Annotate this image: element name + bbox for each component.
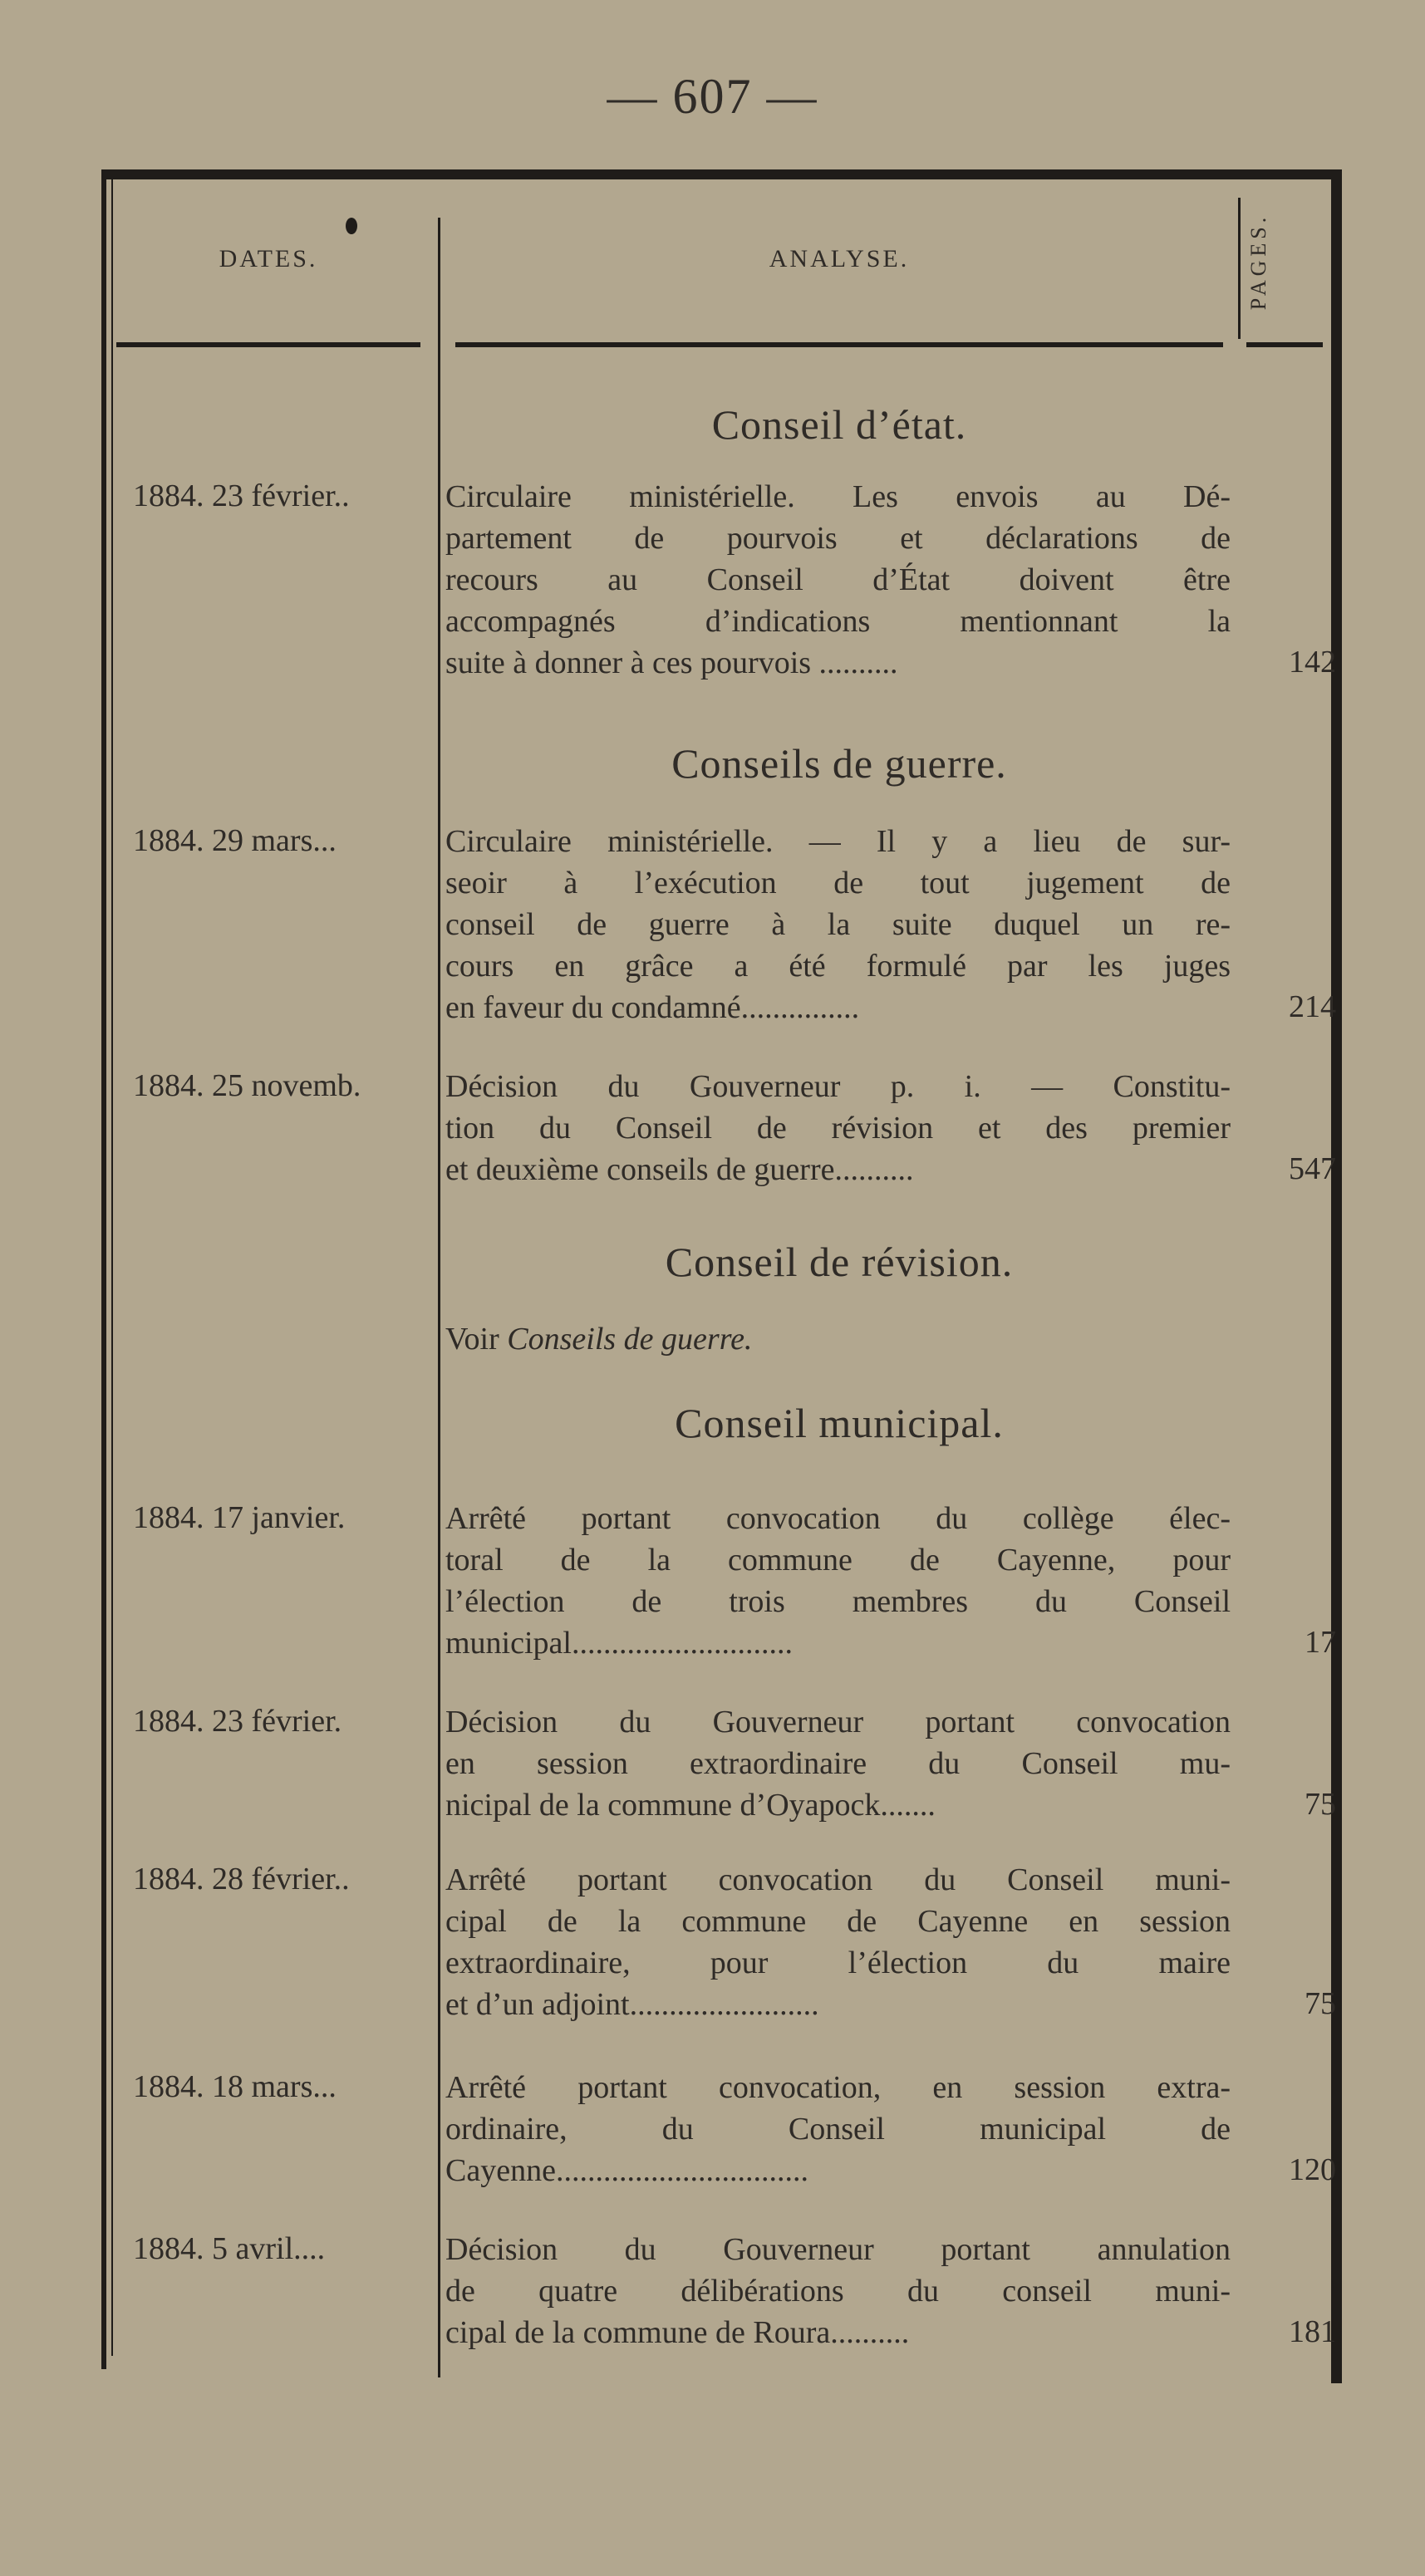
entry-date: 1884. 28 février..: [133, 1862, 350, 1896]
entry-text-line: tion du Conseil de révision et des premier: [445, 1111, 1231, 1146]
entry-date: 1884. 23 février.: [133, 1704, 342, 1739]
entry-date: 1884. 25 novemb.: [133, 1068, 361, 1103]
entry-text-line: seoir à l’exécution de tout jugement de: [445, 866, 1231, 900]
entry-text-line: extraordinaire, pour l’élection du maire: [445, 1945, 1231, 1980]
entry-text-line: municipal............................: [445, 1626, 793, 1661]
section-title: Conseil d’état.: [711, 401, 967, 448]
entry-page: 75: [1305, 1787, 1336, 1822]
entry-text-line: Circulaire ministérielle. Les envois au Dé-: [445, 479, 1231, 514]
entry-text-line: nicipal de la commune d’Oyapock.......: [445, 1788, 936, 1823]
entry-text-line: cipal de la commune de Roura..........: [445, 2315, 910, 2350]
table-right-border: [1331, 169, 1342, 2383]
section-title: Conseil municipal.: [675, 1400, 1004, 1446]
entry-page: 17: [1305, 1625, 1336, 1660]
entry-text-line: en session extraordinaire du Conseil mu-: [445, 1746, 1231, 1781]
header-dates: DATES.: [219, 245, 318, 272]
entry-text-line: accompagnés d’indications mentionnant la: [445, 604, 1231, 639]
entry-text-line: Circulaire ministérielle. — Il y a lieu de sur-: [445, 824, 1231, 859]
page-number: — 607 —: [607, 69, 818, 124]
entry-page: 142: [1289, 645, 1336, 680]
header-analyse: ANALYSE.: [769, 245, 910, 272]
header-rule-dates: [116, 342, 420, 347]
entry-text-line: et d’un adjoint........................: [445, 1987, 819, 2022]
entry-text-line: Décision du Gouverneur portant convocation: [445, 1705, 1231, 1739]
entry-text-line: suite à donner à ces pourvois ..........: [445, 645, 898, 680]
header-rule-pages: [1246, 342, 1323, 347]
entry-date: 1884. 29 mars...: [133, 823, 337, 858]
entry-date: 1884. 17 janvier.: [133, 1500, 346, 1535]
entry-text-line: de quatre délibérations du conseil muni-: [445, 2274, 1231, 2309]
header-rule-analyse: [455, 342, 1223, 347]
entry-text-line: l’élection de trois membres du Conseil: [445, 1584, 1231, 1619]
table-left-inner-border: [111, 179, 113, 2356]
entry-text-line: Arrêté portant convocation du collège élec-: [445, 1501, 1231, 1536]
entry-page: 75: [1305, 1986, 1336, 2021]
entry-text-line: Décision du Gouverneur portant annulation: [445, 2232, 1231, 2267]
see-also-reference: Conseils de guerre.: [507, 1322, 753, 1357]
entry-date: 1884. 18 mars...: [133, 2069, 337, 2104]
section-title: Conseil de révision.: [665, 1239, 1014, 1285]
ink-blot-icon: [346, 218, 357, 234]
header-pages: PAGES.: [1246, 213, 1270, 311]
entry-text-line: Décision du Gouverneur p. i. — Constitu-: [445, 1069, 1231, 1104]
entry-text-line: Arrêté portant convocation du Conseil muni-: [445, 1862, 1231, 1897]
table-top-border: [101, 169, 1342, 179]
entry-page: 120: [1289, 2152, 1336, 2187]
entry-page: 547: [1289, 1151, 1336, 1186]
entry-date: 1884. 5 avril....: [133, 2231, 326, 2266]
entry-text-line: Cayenne................................: [445, 2153, 808, 2188]
entry-text-line: cours en grâce a été formulé par les juges: [445, 949, 1231, 984]
entry-text-line: recours au Conseil d’État doivent être: [445, 562, 1231, 597]
section-title: Conseils de guerre.: [671, 740, 1007, 787]
entry-text-line: cipal de la commune de Cayenne en session: [445, 1904, 1231, 1939]
entry-page: 214: [1289, 989, 1336, 1024]
see-also-note: Voir Conseils de guerre.: [445, 1322, 753, 1357]
entry-text-line: en faveur du condamné...............: [445, 990, 860, 1025]
table-left-border: [101, 169, 106, 2369]
entry-text-line: conseil de guerre à la suite duquel un re-: [445, 907, 1231, 942]
entry-text-line: ordinaire, du Conseil municipal de: [445, 2112, 1231, 2147]
column-divider-dates: [438, 218, 440, 2377]
entry-text-line: toral de la commune de Cayenne, pour: [445, 1543, 1231, 1577]
entry-page: 181: [1289, 2314, 1336, 2349]
entry-date: 1884. 23 février..: [133, 478, 350, 513]
entry-text-line: Arrêté portant convocation, en session extra-: [445, 2070, 1231, 2105]
entry-text-line: partement de pourvois et déclarations de: [445, 521, 1231, 556]
entry-text-line: et deuxième conseils de guerre..........: [445, 1152, 914, 1187]
